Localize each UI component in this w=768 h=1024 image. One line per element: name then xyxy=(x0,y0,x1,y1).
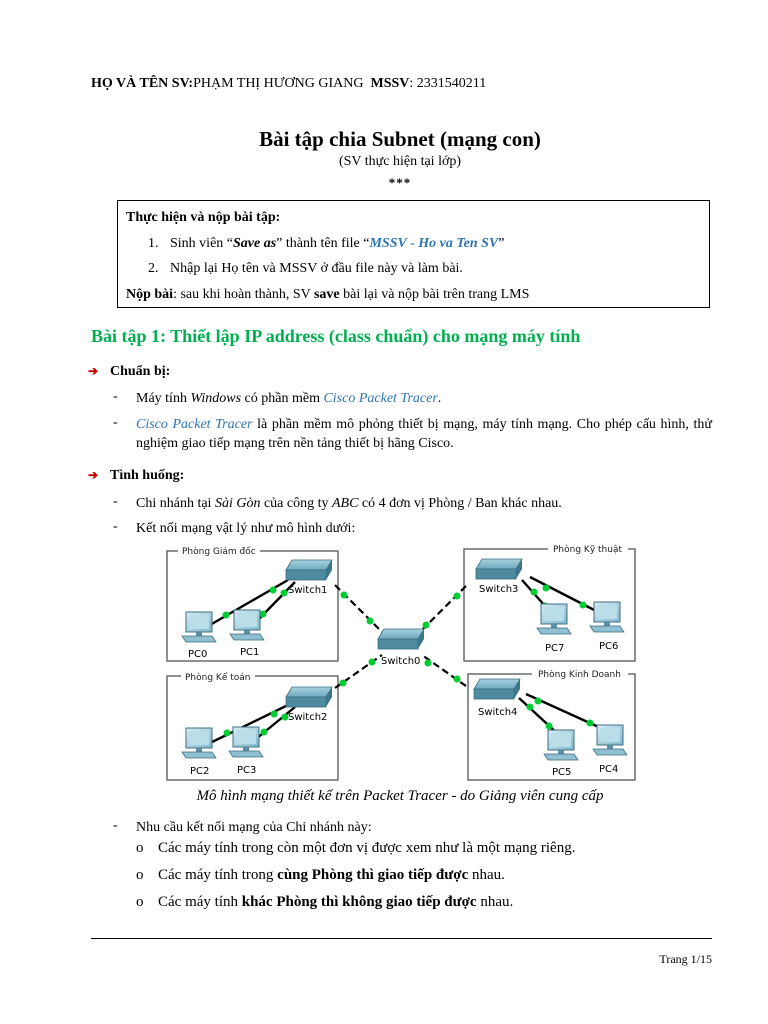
step-text: Nhập lại Họ tên và MSSV ở đầu file này và làm bài. xyxy=(170,261,463,276)
student-name-label: HỌ VÀ TÊN SV: xyxy=(91,76,194,91)
dash-bullet: - xyxy=(113,389,118,404)
network-diagram xyxy=(160,540,642,784)
need-text: nhau. xyxy=(468,867,505,883)
switch2-label: Switch2 xyxy=(288,712,328,723)
switch4-icon[interactable] xyxy=(474,679,520,718)
situation-item-1 xyxy=(136,494,712,513)
pc5-icon[interactable] xyxy=(544,730,578,778)
need-text: nhau. xyxy=(476,894,514,910)
step-number: 2. xyxy=(148,261,159,276)
room-label-ke-toan: Phòng Kế toán xyxy=(185,673,251,683)
need-text: Các máy tính trong xyxy=(158,867,278,883)
step-text: ” thành tên file “ xyxy=(276,236,370,251)
need-item-2 xyxy=(136,867,505,884)
need-item-1 xyxy=(136,840,575,857)
submit-text: : sau khi hoàn thành, SV xyxy=(173,287,314,302)
dash-bullet: - xyxy=(113,415,118,430)
pc3-label: PC3 xyxy=(237,765,257,776)
need-emphasis: khác Phòng thì không giao tiếp được xyxy=(241,894,477,910)
abc-text: ABC xyxy=(331,496,359,511)
pc6-icon[interactable] xyxy=(590,602,624,652)
switch4-label: Switch4 xyxy=(478,707,518,718)
submit-note xyxy=(126,287,529,303)
switch3-icon[interactable] xyxy=(476,559,522,595)
situation-text: có 4 đơn vị Phòng / Ban khác nhau. xyxy=(358,496,562,511)
switch0-label: Switch0 xyxy=(381,656,421,667)
switch1-icon[interactable] xyxy=(286,560,332,596)
prep-item-2 xyxy=(136,415,712,453)
saigon-text: Sài Gòn xyxy=(214,496,261,511)
pc0-label: PC0 xyxy=(188,649,208,660)
instructions-box xyxy=(117,200,710,308)
switch1-label: Switch1 xyxy=(288,585,328,596)
prep-text: Máy tính xyxy=(136,391,191,406)
switch2-icon[interactable] xyxy=(286,687,332,723)
prep-heading-label: Chuẩn bị: xyxy=(110,364,171,379)
student-id-value[interactable]: : 2331540211 xyxy=(409,76,487,91)
pc2-label: PC2 xyxy=(190,766,210,777)
step-text: Sinh viên “ xyxy=(170,236,233,251)
pc2-icon[interactable] xyxy=(182,728,216,777)
footer-divider xyxy=(91,938,712,939)
submit-label: Nộp bài xyxy=(126,287,174,302)
arrow-bullet-icon: ➔ xyxy=(88,468,99,482)
dash-bullet: - xyxy=(113,818,118,833)
step-number: 1. xyxy=(148,236,159,251)
student-id-label: MSSV xyxy=(370,76,410,91)
room-label-ky-thuat: Phòng Kỹ thuật xyxy=(553,545,622,555)
needs-intro: Nhu cầu kết nối mạng của Chi nhánh này: xyxy=(136,820,372,835)
room-label-giam-doc: Phòng Giám đốc xyxy=(182,547,256,557)
pc7-label: PC7 xyxy=(545,643,565,654)
need-item-3 xyxy=(136,894,513,911)
figure-caption: Mô hình mạng thiết kế trên Packet Tracer - do Giảng viên cung cấp xyxy=(196,788,604,804)
pc4-icon[interactable] xyxy=(593,725,627,775)
pc6-label: PC6 xyxy=(599,641,619,652)
submit-text: bài lại và nộp bài trên trang LMS xyxy=(339,287,530,302)
dash-bullet: - xyxy=(113,494,118,509)
prep-text: . xyxy=(437,391,442,406)
pc1-icon[interactable] xyxy=(230,610,264,658)
pc1-label: PC1 xyxy=(240,647,260,658)
circle-bullet: o xyxy=(136,840,144,856)
situation-text: của công ty xyxy=(260,496,332,511)
pc7-icon[interactable] xyxy=(537,604,571,654)
prep-heading xyxy=(88,364,170,380)
instruction-step-2 xyxy=(148,261,463,277)
switch0-icon[interactable] xyxy=(378,629,424,667)
pc0-icon[interactable] xyxy=(182,612,216,660)
situation-heading xyxy=(88,468,184,484)
pc3-icon[interactable] xyxy=(229,727,263,776)
pc4-label: PC4 xyxy=(599,764,619,775)
page-subtitle: (SV thực hiện tại lớp) xyxy=(338,154,462,169)
circle-bullet: o xyxy=(136,894,144,910)
student-info-line xyxy=(91,76,486,92)
cisco-packet-tracer-link[interactable]: Cisco Packet Tracer xyxy=(323,391,438,406)
instruction-step-1 xyxy=(148,236,504,252)
cisco-packet-tracer-link[interactable]: Cisco Packet Tracer xyxy=(136,417,253,432)
situation-text: Chi nhánh tại xyxy=(136,496,215,511)
prep-text: có phần mềm xyxy=(241,391,324,406)
need-text: Các máy tính xyxy=(158,894,242,910)
step-text: ” xyxy=(498,236,505,251)
switch3-label: Switch3 xyxy=(479,584,519,595)
save-keyword: save xyxy=(313,287,340,302)
save-as-text: Save as xyxy=(233,236,277,251)
pc5-label: PC5 xyxy=(552,767,572,778)
separator-stars: *** xyxy=(388,175,412,190)
room-label-kinh-doanh: Phòng Kinh Doanh xyxy=(538,670,621,680)
arrow-bullet-icon: ➔ xyxy=(88,364,99,378)
exercise-1-heading: Bài tập 1: Thiết lập IP address (class chuẩn) cho mạng máy tính xyxy=(91,326,581,346)
dash-bullet: - xyxy=(113,519,118,534)
need-emphasis: cùng Phòng thì giao tiếp được xyxy=(277,867,469,883)
situation-item-2: Kết nối mạng vật lý như mô hình dưới: xyxy=(136,521,356,536)
circle-bullet: o xyxy=(136,867,144,883)
room-frame-ke-toan xyxy=(167,669,338,780)
student-name-value[interactable]: PHẠM THỊ HƯƠNG GIANG xyxy=(193,76,364,91)
prep-text: là phần mềm mô phỏng thiết bị mạng, máy tính mạng. Cho phép cấu hình, thử nghiệm giao tiếp mạng trên nền tảng thiết bị hãng Cisco. xyxy=(136,417,712,451)
page-title: Bài tập chia Subnet (mạng con) xyxy=(259,127,541,151)
need-text: Các máy tính trong còn một đơn vị được xem như là một mạng riêng. xyxy=(158,840,576,856)
page-number: Trang 1/15 xyxy=(659,952,712,966)
filename-format: MSSV - Ho va Ten SV xyxy=(369,236,499,251)
windows-text: Windows xyxy=(190,391,242,406)
prep-item-1 xyxy=(136,389,712,408)
situation-heading-label: Tình huống: xyxy=(110,468,185,483)
instructions-heading: Thực hiện và nộp bài tập: xyxy=(126,210,281,225)
